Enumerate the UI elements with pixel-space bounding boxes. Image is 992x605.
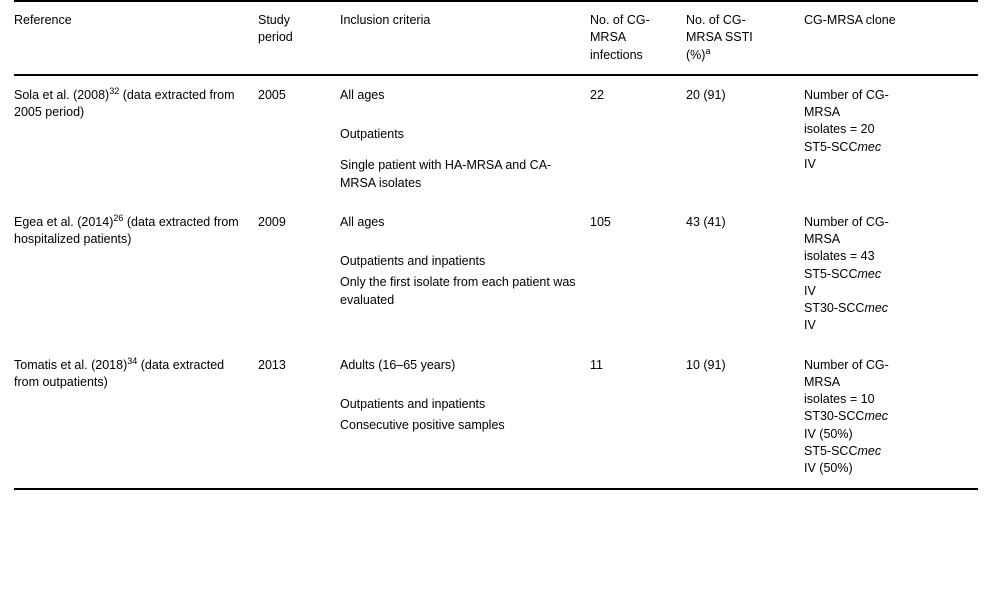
cell-no-ssti bbox=[686, 346, 804, 490]
column-header-reference bbox=[14, 1, 258, 75]
spacer bbox=[340, 231, 582, 253]
column-header-inclusion-criteria bbox=[340, 1, 590, 75]
table-body bbox=[14, 75, 978, 490]
cell-reference bbox=[14, 75, 258, 203]
column-header-no-ssti bbox=[686, 1, 804, 75]
cell-reference bbox=[14, 203, 258, 346]
table-row bbox=[14, 346, 978, 490]
clone-type-suffix: IV bbox=[804, 156, 816, 171]
no-infections-value: 105 bbox=[590, 214, 611, 229]
inclusion-criterion: Consecutive positive samples bbox=[340, 418, 505, 432]
no-infections-value: 11 bbox=[590, 357, 603, 372]
clone-type-mec: mec bbox=[864, 409, 889, 424]
clone-type bbox=[804, 300, 970, 317]
reference-citation-number: 26 bbox=[113, 212, 124, 223]
no-infections-value: 22 bbox=[590, 87, 604, 102]
clone-count-label-line2: MRSA bbox=[804, 232, 841, 246]
cell-no-infections bbox=[590, 75, 686, 203]
spacer bbox=[340, 374, 582, 396]
clone-count-label-line1: Number of CG- bbox=[804, 214, 889, 229]
cell-study-period bbox=[258, 203, 340, 346]
inclusion-criterion: Single patient with HA-MRSA and CA-MRSA isolates bbox=[340, 158, 552, 190]
column-header-no-ssti-line1: No. of CG- bbox=[686, 13, 746, 27]
clone-count-label-line2: MRSA bbox=[804, 374, 841, 389]
reference-note: (data extracted from outpatients) bbox=[14, 357, 225, 389]
column-header-no-infections-line1: No. of CG- bbox=[590, 13, 650, 27]
cell-inclusion-criteria bbox=[340, 75, 590, 203]
reference-author-year: Sola et al. (2008) bbox=[14, 87, 110, 102]
reference-author-year: Tomatis et al. (2018) bbox=[14, 357, 128, 372]
reference-citation-number: 32 bbox=[109, 85, 120, 96]
reference-citation-number: 34 bbox=[127, 355, 138, 366]
clone-count-label-line1: Number of CG- bbox=[804, 357, 889, 372]
clone-isolate-count: isolates = 10 bbox=[804, 392, 875, 406]
column-header-no-ssti-line3: (%)$^a$ bbox=[686, 45, 711, 62]
clone-count-label-line2: MRSA bbox=[804, 105, 841, 119]
cell-reference bbox=[14, 346, 258, 490]
reference-note: (data extracted from 2005 period) bbox=[14, 87, 235, 119]
table-row bbox=[14, 75, 978, 203]
column-header-no-infections bbox=[590, 1, 686, 75]
inclusion-criterion: Only the first isolate from each patient was evaluated bbox=[340, 275, 576, 307]
inclusion-criterion: Outpatients and inpatients bbox=[340, 396, 486, 411]
column-header-study-period-line2: period bbox=[258, 30, 293, 45]
clone-type-mec: mec bbox=[857, 139, 882, 154]
cell-clone bbox=[804, 203, 978, 346]
clone-type-prefix: ST5-SCC bbox=[804, 266, 858, 281]
column-header-no-infections-line2: MRSA bbox=[590, 30, 627, 45]
clone-type bbox=[804, 408, 970, 425]
study-period-value: 2013 bbox=[258, 357, 286, 372]
column-header-reference-label: Reference bbox=[14, 13, 72, 27]
column-header-study-period bbox=[258, 1, 340, 75]
study-period-value: 2005 bbox=[258, 87, 286, 102]
cell-inclusion-criteria bbox=[340, 203, 590, 346]
study-summary-table bbox=[14, 0, 978, 490]
table-header-row bbox=[14, 1, 978, 75]
clone-type-suffix: IV (50%) bbox=[804, 426, 853, 441]
no-ssti-value: 20 (91) bbox=[686, 87, 726, 102]
cell-inclusion-criteria bbox=[340, 346, 590, 490]
clone-isolate-count: isolates = 43 bbox=[804, 249, 875, 264]
column-header-study-period-line1: Study bbox=[258, 13, 290, 27]
clone-count-label-line1: Number of CG- bbox=[804, 87, 889, 102]
cell-no-ssti bbox=[686, 75, 804, 203]
clone-isolate-count: isolates = 20 bbox=[804, 122, 875, 137]
cell-no-infections bbox=[590, 203, 686, 346]
reference-note: (data extracted from hospitalized patients) bbox=[14, 214, 239, 246]
clone-type-mec: mec bbox=[857, 266, 882, 281]
table-header bbox=[14, 1, 978, 75]
clone-type-prefix: ST30-SCC bbox=[804, 301, 865, 315]
clone-type-prefix: ST5-SCC bbox=[804, 443, 858, 458]
inclusion-criterion: Outpatients and inpatients bbox=[340, 254, 486, 268]
no-ssti-value: 10 (91) bbox=[686, 357, 726, 372]
inclusion-criterion: All ages bbox=[340, 87, 385, 102]
cell-clone bbox=[804, 346, 978, 490]
clone-type-mec: mec bbox=[857, 443, 882, 458]
table-row bbox=[14, 203, 978, 346]
cell-study-period bbox=[258, 75, 340, 203]
cell-no-ssti bbox=[686, 203, 804, 346]
column-header-clone-label: CG-MRSA clone bbox=[804, 13, 896, 27]
column-header-no-infections-line3: infections bbox=[590, 47, 643, 62]
spacer bbox=[340, 143, 582, 157]
clone-type-prefix: ST30-SCC bbox=[804, 409, 865, 424]
column-header-clone bbox=[804, 1, 978, 75]
reference-author-year: Egea et al. (2014) bbox=[14, 214, 114, 229]
cell-clone bbox=[804, 75, 978, 203]
inclusion-criterion: Outpatients bbox=[340, 127, 404, 141]
no-ssti-value: 43 (41) bbox=[686, 214, 726, 229]
spacer bbox=[340, 104, 582, 126]
clone-type-suffix: IV bbox=[804, 318, 816, 333]
column-header-no-ssti-line2: MRSA SSTI bbox=[686, 30, 753, 45]
footnote-marker-a: a bbox=[705, 45, 711, 56]
study-period-value: 2009 bbox=[258, 214, 286, 229]
clone-type-prefix: ST5-SCC bbox=[804, 139, 858, 154]
clone-type-suffix: IV bbox=[804, 283, 816, 298]
column-header-inclusion-criteria-label: Inclusion criteria bbox=[340, 13, 431, 27]
cell-study-period bbox=[258, 346, 340, 490]
clone-type-suffix: IV (50%) bbox=[804, 461, 853, 475]
clone-type bbox=[804, 139, 970, 156]
clone-type bbox=[804, 443, 970, 460]
inclusion-criterion: All ages bbox=[340, 214, 385, 229]
clone-type-mec: mec bbox=[864, 301, 889, 315]
clone-type bbox=[804, 266, 970, 283]
inclusion-criterion: Adults (16–65 years) bbox=[340, 357, 456, 372]
cell-no-infections bbox=[590, 346, 686, 490]
